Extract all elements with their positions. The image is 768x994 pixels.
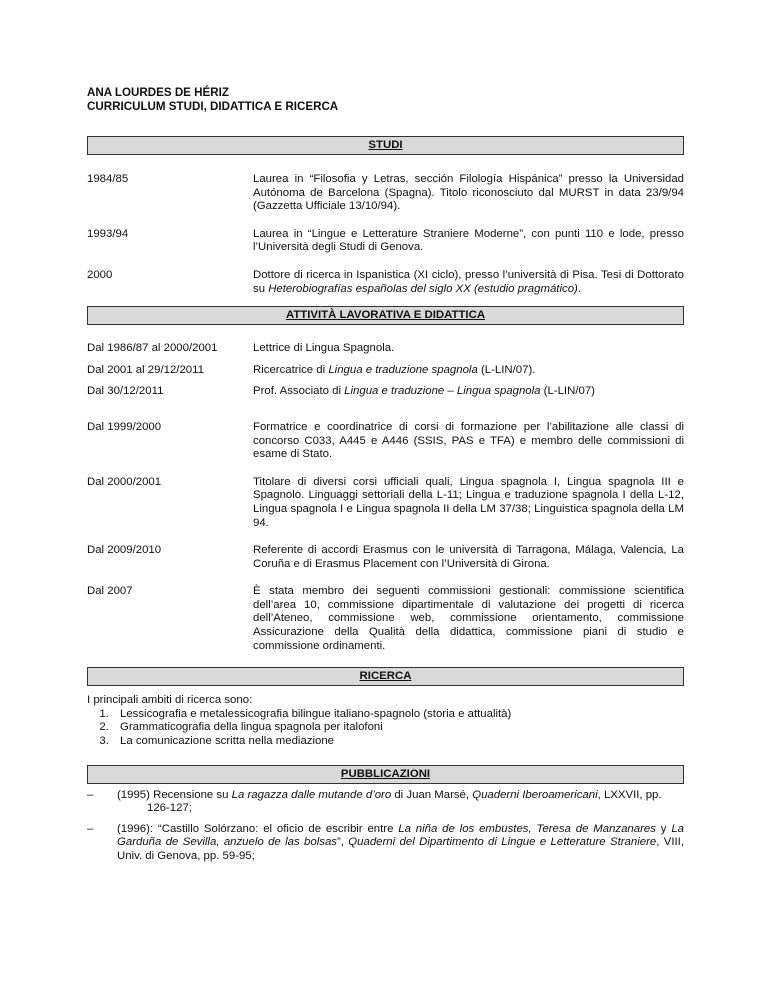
attivita-description [253, 364, 684, 378]
attivita-date: Dal 2009/2010 [87, 544, 162, 557]
journal-name: Quaderni del Dipartimento di Lingue e Letterature Straniere [348, 836, 657, 849]
text-part: (L-LIN/07). [477, 363, 536, 376]
studi-date: 2000 [87, 268, 113, 281]
publication-item [87, 789, 684, 816]
ricerca-intro: I principali ambiti di ricerca sono: [87, 694, 253, 707]
cv-page [87, 86, 684, 864]
publication-text [87, 823, 684, 864]
attivita-description: Lettrice di Lingua Spagnola. [253, 342, 395, 355]
attivita-description: Referente di accordi Erasmus con le università di Tarragona, Málaga, Valencia, La Coruña e di Erasmus Placement con l’Università di Girona. [253, 544, 684, 570]
attivita-row [87, 476, 684, 530]
attivita-date: Dal 1986/87 al 2000/2001 [87, 342, 218, 355]
attivita-date: Dal 2000/2001 [87, 475, 162, 488]
attivita-date: Dal 30/12/2011 [87, 385, 164, 398]
italic-title: La Garduña de Sevilla, anzuelo de las bolsas [117, 822, 684, 849]
studi-description [253, 269, 684, 296]
section-header-attivita: ATTIVITÀ LAVORATIVA E DIDATTICA [87, 306, 684, 325]
text-part: . [577, 282, 581, 295]
bullet-dash: – [87, 788, 94, 801]
cv-header [87, 86, 684, 114]
attivita-description [253, 385, 684, 399]
text-part: (1995) Recensione su [117, 788, 232, 801]
list-item: 3. La comunicazione scritta nella mediazione [112, 735, 684, 749]
text-part: (1996): “Castillo Solórzano: el oficio de escribir entre [117, 822, 399, 835]
studi-date: 1984/85 [87, 173, 129, 185]
attivita-row [87, 585, 684, 653]
journal-name: Quaderni Iberoamericani [472, 788, 598, 801]
attivita-row [87, 385, 684, 399]
bullet-dash: – [87, 822, 94, 835]
publication-text [117, 789, 684, 816]
course-name: Lingua e traduzione spagnola [328, 363, 478, 376]
section-header-ricerca: RICERCA [87, 667, 684, 686]
course-name: Lingua e traduzione – Lingua spagnola [344, 385, 541, 398]
publication-item [87, 823, 684, 864]
section-header-studi: STUDI [87, 136, 684, 155]
studi-date: 1993/94 [87, 227, 129, 240]
author-name: ANA LOURDES DE HÉRIZ [87, 86, 229, 99]
ricerca-list [87, 708, 684, 749]
text-part: di Juan Marsé, [391, 788, 473, 801]
studi-description: Laurea in “Lingue e Letterature Straniere Moderne”, con punti 110 e lode, presso l’Università degli Studi di Genova. [253, 227, 684, 254]
text-part: , VIII, Univ. di Genova, pp. 59-95; [117, 836, 685, 862]
text-part: ”, [336, 836, 349, 849]
attivita-date: Dal 2001 al 29/12/2011 [87, 363, 204, 376]
section-header-pubblicazioni: PUBBLICAZIONI [87, 765, 684, 784]
document-title: CURRICULUM STUDI, DIDATTICA E RICERCA [87, 100, 339, 113]
italic-title: La ragazza dalle mutande d’oro [231, 788, 392, 801]
text-part: , LXXVII, pp. [597, 788, 662, 801]
attivita-description: Titolare di diversi corsi ufficiali quali, Lingua spagnola I, Lingua spagnola III e Spagnolo. Linguaggi settoriali della L-11; Lingua e traduzione spagnola I della L-12, Lingua spagnola I e Lingua spagnola II della LM 37/38; Linguistica spagnola della LM 94. [253, 475, 684, 529]
attivita-row [87, 342, 684, 356]
studi-description: Laurea in “Filosofia y Letras, sección Filología Hispánica” presso la Universidad Autónoma de Barcelona (Spagna). Titolo riconosciuto dal MURST in data 23/9/94 (Gazzetta Ufficiale 13/10/94). [253, 173, 684, 213]
text-part: 126-127; [147, 802, 192, 815]
thesis-title: Heterobiografías españolas del siglo XX (estudio pragmático) [268, 282, 578, 295]
text-part: Dottore di ricerca in Ispanistica (XI ciclo), presso l’università di Pisa. Tesi di Dottorato su [253, 268, 684, 295]
attivita-row [87, 421, 684, 462]
list-item: 2. Grammaticografia della lingua spagnola per italofoni [112, 721, 684, 735]
attivita-date: Dal 1999/2000 [87, 420, 162, 433]
attivita-row [87, 364, 684, 378]
list-item: 1. Lessicografia e metalessicografia bilingue italiano-spagnolo (storia e attualità) [112, 708, 684, 722]
text-part: y [655, 822, 672, 835]
italic-title: La niña de los embustes, Teresa de Manzanares [398, 822, 656, 835]
studi-row [87, 228, 684, 255]
attivita-description: Formatrice e coordinatrice di corsi di formazione per l’abilitazione alle classi di concorso C033, A445 e A446 (SSIS, PAS e TFA) e membro delle commissioni di esame di Stato. [253, 420, 684, 461]
attivita-row [87, 544, 684, 571]
attivita-description: È stata membro dei seguenti commissioni gestionali: commissione scientifica dell’area 10, commissione dipartimentale di valutazione dei progetti di ricerca dell’Ateneo, commissione web, commissione orientamento, commissione Assicurazione della Qualità della didattica, commissione piani di studio e commissione ordinamenti. [253, 585, 684, 652]
text-part: (L-LIN/07) [540, 385, 595, 398]
attivita-date: Dal 2007 [87, 585, 133, 598]
text-part: Prof. Associato di [253, 385, 345, 398]
studi-row [87, 269, 684, 296]
text-part: Ricercatrice di [253, 363, 329, 376]
studi-row [87, 173, 684, 214]
